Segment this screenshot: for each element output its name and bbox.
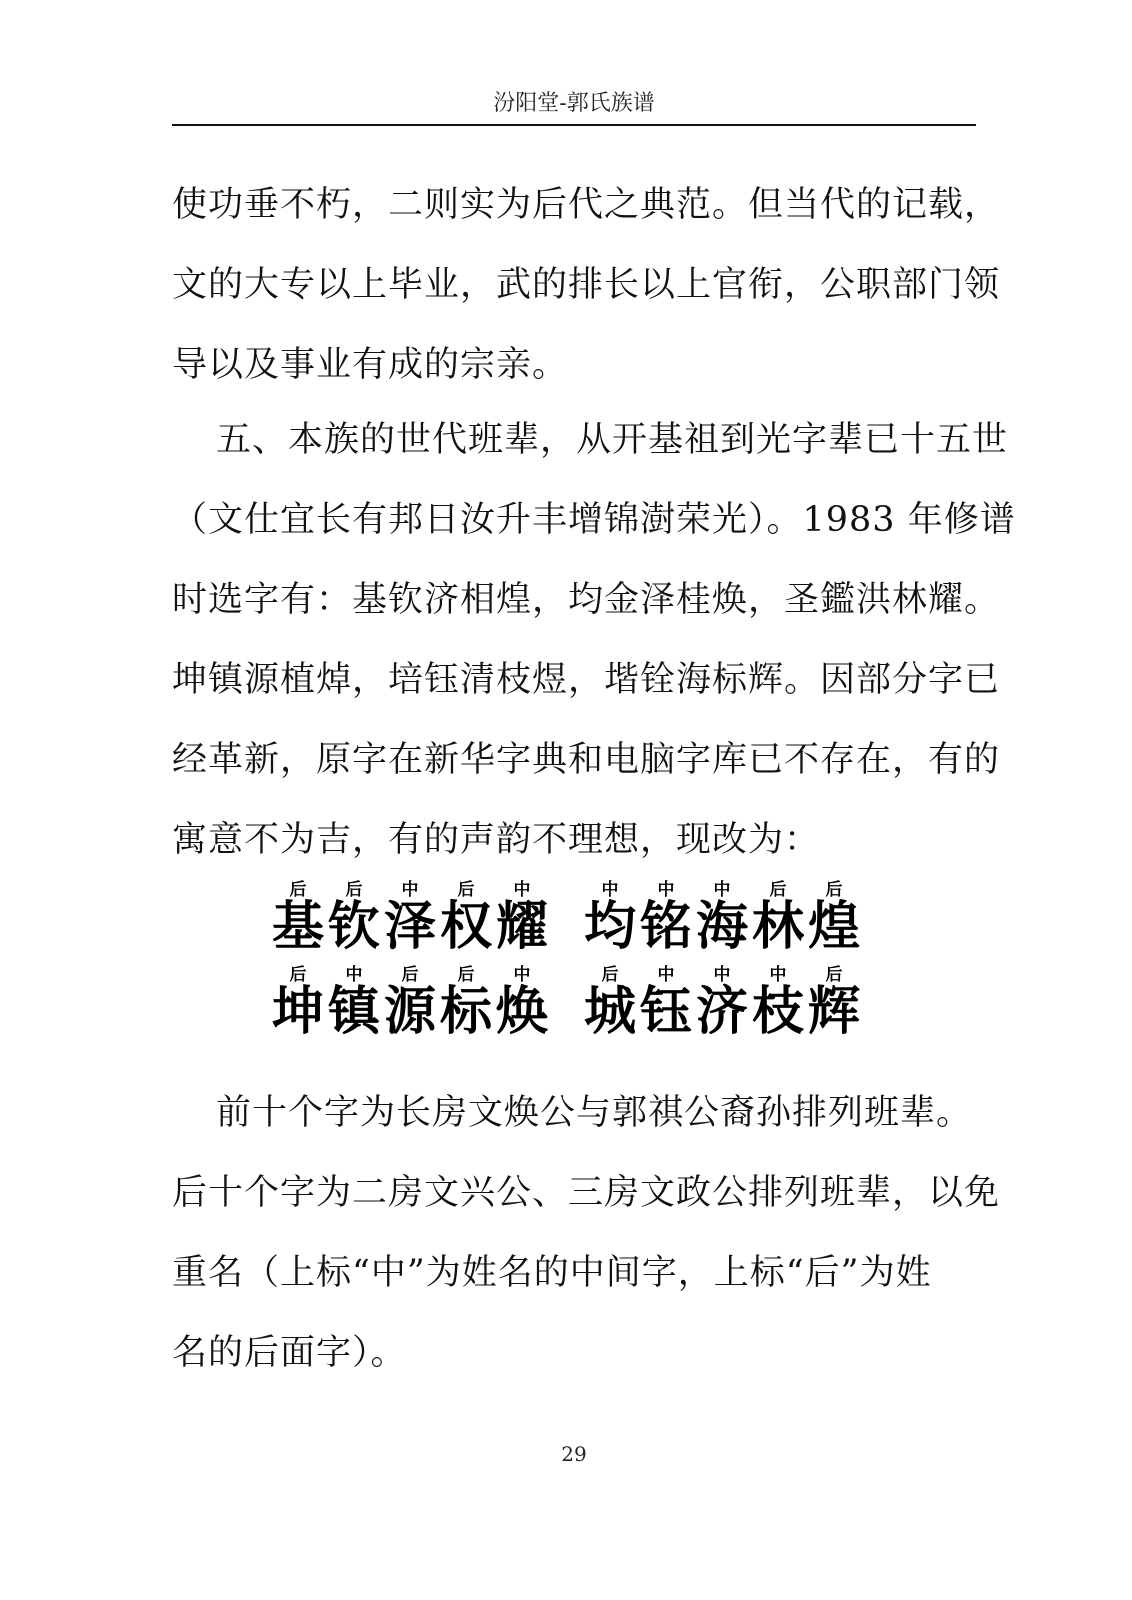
generation-character: 泽: [383, 897, 436, 957]
generation-char: [494, 965, 550, 1050]
text-line: 名的后面字）。: [172, 1333, 407, 1373]
text-line: 前十个字为长房文焕公与郭祺公裔孙排列班辈。: [216, 1093, 973, 1133]
generation-char: [638, 965, 694, 1050]
position-mark: 后: [601, 965, 619, 985]
position-mark: 中: [601, 880, 619, 900]
paragraph-2: [172, 400, 1016, 880]
generation-character: 城: [583, 982, 636, 1042]
position-mark: 后: [769, 880, 787, 900]
generation-char: [582, 965, 638, 1050]
generation-char: [326, 880, 382, 965]
generation-character: 镇: [327, 982, 380, 1042]
generation-group: [270, 965, 550, 1050]
generation-character: 权: [439, 897, 492, 957]
text-line: 重名（上标“中”为姓名的中间字，上标“后”为姓: [172, 1253, 932, 1293]
position-mark: 中: [713, 880, 731, 900]
generation-char: [694, 965, 750, 1050]
generation-char: [438, 965, 494, 1050]
generation-character: 铭: [639, 897, 692, 957]
text-line: 使功垂不朽，二则实为后代之典范。但当代的记载，: [172, 185, 1001, 225]
text-line: 导以及事业有成的宗亲。: [172, 345, 569, 385]
generation-char: [638, 880, 694, 965]
header-rule: [172, 124, 976, 126]
page-header-title: 汾阳堂-郭氏族谱: [493, 91, 655, 116]
position-mark: 中: [657, 880, 675, 900]
paragraph-3: [172, 1073, 1001, 1393]
generation-character: 焕: [495, 982, 548, 1042]
generation-char: [326, 965, 382, 1050]
text-line: 坤镇源植焯，培钰清枝煜，堦铨海标辉。因部分字已: [172, 660, 1001, 700]
generation-character: 耀: [495, 897, 548, 957]
generation-char: [270, 965, 326, 1050]
generation-character: 钦: [327, 897, 380, 957]
position-mark: 中: [345, 965, 363, 985]
generation-group: [270, 880, 550, 965]
generation-group: [582, 880, 862, 965]
position-mark: 中: [769, 965, 787, 985]
text-line: 经革新，原字在新华字典和电脑字库已不存在，有的: [172, 740, 1001, 780]
generation-names-block: [270, 880, 870, 1050]
position-mark: 后: [457, 880, 475, 900]
position-mark: 中: [401, 880, 419, 900]
generation-character: 辉: [807, 982, 860, 1042]
generation-char: [750, 880, 806, 965]
generation-char: [806, 965, 862, 1050]
position-mark: 中: [713, 965, 731, 985]
generation-char: [694, 880, 750, 965]
generation-group: [582, 965, 862, 1050]
paragraph-1: [172, 165, 1001, 405]
position-mark: 后: [401, 965, 419, 985]
generation-character: 源: [383, 982, 436, 1042]
position-mark: 后: [289, 880, 307, 900]
position-mark: 后: [457, 965, 475, 985]
generation-row-1: [270, 880, 870, 965]
position-mark: 中: [657, 965, 675, 985]
generation-character: 基: [271, 897, 324, 957]
generation-character: 钰: [639, 982, 692, 1042]
generation-char: [806, 880, 862, 965]
position-mark: 后: [345, 880, 363, 900]
generation-character: 林: [751, 897, 804, 957]
generation-char: [494, 880, 550, 965]
text-line: （文仕宜长有邦日汝升丰增锦澍荣光）。1983 年修谱: [172, 500, 1016, 540]
generation-char: [382, 880, 438, 965]
generation-char: [438, 880, 494, 965]
text-line: 后十个字为二房文兴公、三房文政公排列班辈，以免: [172, 1173, 1001, 1213]
text-line: 寓意不为吉，有的声韵不理想，现改为：: [172, 820, 821, 860]
generation-char: [382, 965, 438, 1050]
position-mark: 后: [825, 965, 843, 985]
position-mark: 中: [513, 880, 531, 900]
generation-character: 煌: [807, 897, 860, 957]
generation-character: 海: [695, 897, 748, 957]
generation-char: [750, 965, 806, 1050]
generation-character: 济: [695, 982, 748, 1042]
generation-char: [270, 880, 326, 965]
generation-row-2: [270, 965, 870, 1050]
generation-character: 均: [583, 897, 636, 957]
text-line: 时选字有：基钦济相煌，均金泽桂焕，圣鑑洪林耀。: [172, 580, 1001, 620]
generation-character: 标: [439, 982, 492, 1042]
generation-char: [582, 880, 638, 965]
position-mark: 后: [289, 965, 307, 985]
text-line: 五、本族的世代班辈，从开基祖到光字辈已十五世: [216, 420, 1009, 460]
generation-character: 枝: [751, 982, 804, 1042]
position-mark: 后: [825, 880, 843, 900]
position-mark: 中: [513, 965, 531, 985]
text-line: 文的大专以上毕业，武的排长以上官衔，公职部门领: [172, 265, 1001, 305]
generation-character: 坤: [271, 982, 324, 1042]
page-number: 29: [561, 1442, 587, 1466]
